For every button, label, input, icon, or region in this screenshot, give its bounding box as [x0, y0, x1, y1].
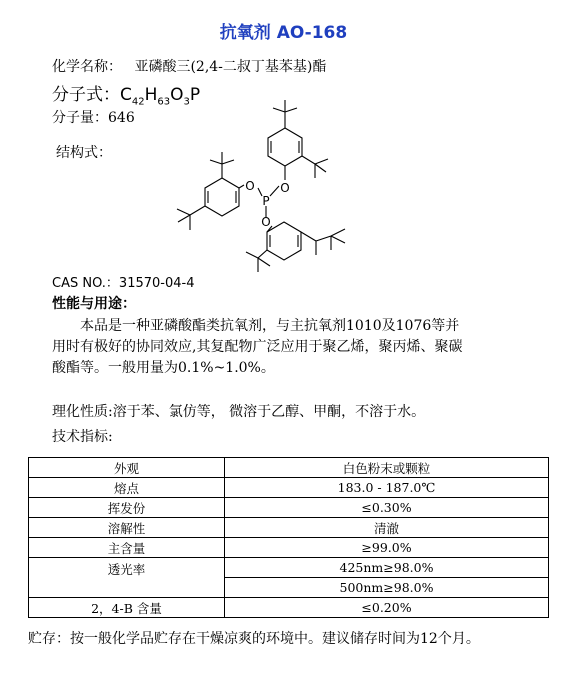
properties-line-2: 用时有极好的协同效应,其复配物广泛应用于聚乙烯，聚丙烯、聚碳	[52, 339, 463, 355]
structure-diagram	[150, 95, 370, 275]
formula-o: O	[170, 85, 184, 105]
properties-heading: 性能与用途：	[52, 296, 136, 312]
formula-label: 分子式：	[52, 85, 120, 105]
chemical-name-value: 亚磷酸三(2,4-二叔丁基苯基)酯	[134, 59, 327, 75]
table-row	[29, 558, 549, 578]
spec-value: ≤0.20%	[225, 598, 549, 618]
properties-paragraph	[52, 316, 552, 379]
spec-value: 500nm≥98.0%	[225, 578, 549, 598]
phosphorus-atom: P	[262, 194, 270, 208]
properties-line-3: 酸酯等。一般用量为0.1%~1.0%。	[52, 360, 275, 376]
table-row	[29, 478, 549, 498]
chemical-name-label: 化学名称：	[52, 59, 122, 75]
spec-item: 透光率	[29, 558, 225, 598]
spec-item: 熔点	[29, 478, 225, 498]
spec-table	[28, 457, 549, 618]
formula-c-count: 42	[131, 96, 145, 108]
formula-h-count: 63	[157, 96, 171, 108]
table-row	[29, 518, 549, 538]
left-ring	[205, 178, 239, 216]
structure-label: 结构式：	[56, 145, 112, 161]
spec-heading: 技术指标:	[52, 429, 113, 445]
page-title: 抗氧剂 AO-168	[219, 23, 348, 43]
spec-value: ≤0.30%	[225, 498, 549, 518]
oxygen-atom-bottom: O	[261, 215, 271, 229]
formula-o-count: 3	[183, 96, 190, 108]
spec-value: ≥99.0%	[225, 538, 549, 558]
storage-note: 贮存：按一般化学品贮存在干燥凉爽的环境中。建议储存时间为12个月。	[28, 631, 480, 647]
spec-item: 外观	[29, 458, 225, 478]
spec-item: 主含量	[29, 538, 225, 558]
spec-item: 2，4-B 含量	[29, 598, 225, 618]
cas-value: 31570-04-4	[118, 276, 195, 291]
molecular-weight-row	[52, 107, 135, 127]
formula-h: H	[144, 85, 158, 105]
cas-label: CAS NO.：	[52, 276, 119, 291]
table-row	[29, 538, 549, 558]
molecular-weight-value: 646	[108, 110, 135, 126]
oxygen-atom-left: O	[245, 179, 255, 193]
cas-row	[52, 272, 194, 291]
chemical-name-row	[52, 56, 326, 76]
spec-item: 溶解性	[29, 518, 225, 538]
top-ring	[268, 128, 302, 166]
molecular-weight-label: 分子量：	[52, 110, 108, 126]
oxygen-atom-top: O	[280, 181, 290, 195]
table-row	[29, 458, 549, 478]
spec-value: 清澈	[225, 518, 549, 538]
table-row	[29, 598, 549, 618]
spec-value: 183.0 - 187.0℃	[225, 478, 549, 498]
spec-value: 白色粉末或颗粒	[225, 458, 549, 478]
spec-value: 425nm≥98.0%	[225, 558, 549, 578]
spec-item: 挥发份	[29, 498, 225, 518]
formula-c: C	[120, 85, 132, 105]
properties-line-1: 本品是一种亚磷酸酯类抗氧剂，与主抗氧剂1010及1076等并	[80, 318, 460, 334]
bottom-ring	[267, 222, 301, 260]
formula-p: P	[189, 85, 201, 105]
table-row	[29, 498, 549, 518]
physchem-properties: 理化性质:溶于苯、氯仿等， 微溶于乙醇、甲酮，不溶于水。	[52, 404, 426, 420]
